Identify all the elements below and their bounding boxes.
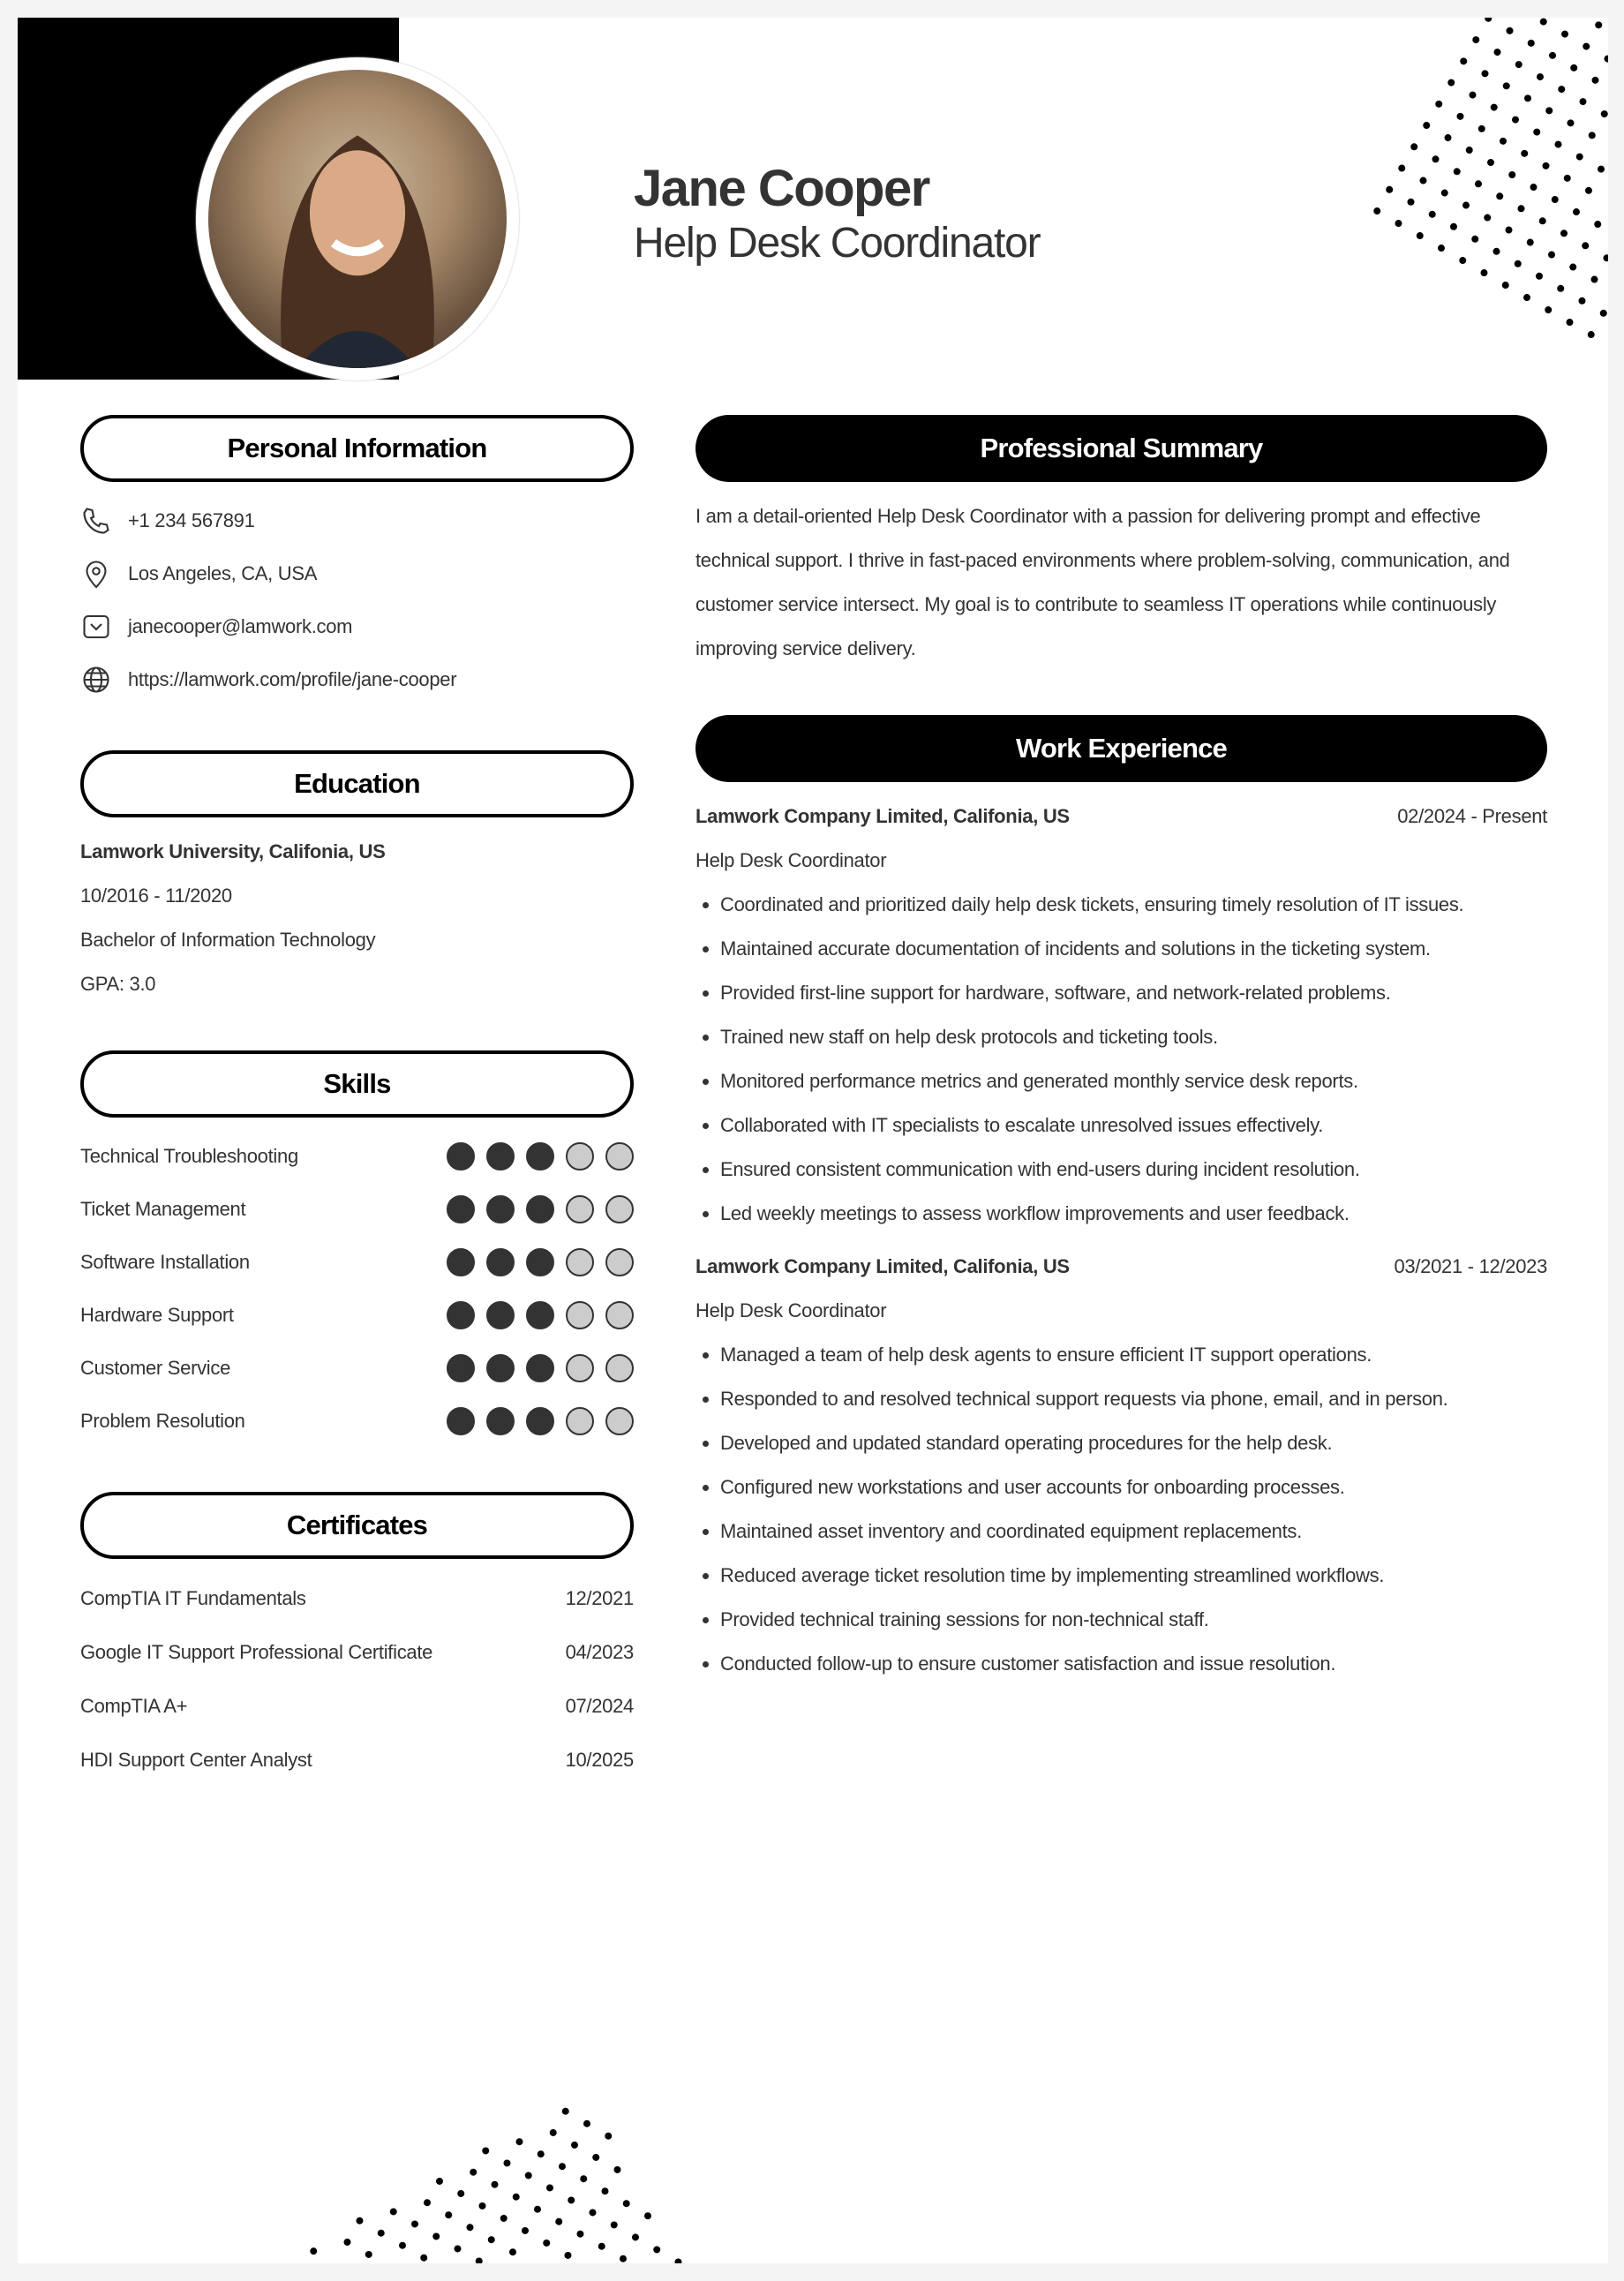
education-school: Lamwork University, Califonia, US [80, 840, 386, 862]
pattern-dot [1591, 77, 1598, 84]
job-dates: 02/2024 - Present [1397, 805, 1547, 827]
pattern-dot [674, 2258, 681, 2263]
pattern-dot [411, 2220, 418, 2227]
pattern-dot [1588, 331, 1595, 338]
contact-email [80, 600, 634, 653]
pattern-dot [1585, 187, 1592, 194]
certificate-row [80, 1679, 634, 1733]
job-bullet: Monitored performance metrics and generated monthly service desk reports. [695, 1059, 1547, 1103]
section-heading-certificates: Certificates [80, 1492, 634, 1559]
section-heading-skills: Skills [80, 1050, 634, 1118]
left-column [80, 415, 634, 1787]
certificate-date: 04/2023 [565, 1640, 634, 1663]
profile-photo-frame [196, 57, 519, 380]
job-bullet: Reduced average ticket resolution time by implementing streamlined workflows. [695, 1554, 1547, 1598]
globe-icon [80, 664, 112, 696]
pattern-dot [1533, 129, 1540, 136]
pattern-dot [1530, 184, 1537, 191]
job-bullet: Coordinated and prioritized daily help desk tickets, ensuring timely resolution of IT issues. [695, 883, 1547, 927]
pattern-dot [1454, 168, 1461, 175]
pattern-dot [1545, 306, 1552, 313]
pattern-dot [1539, 217, 1546, 224]
pattern-dot [466, 2224, 473, 2231]
job-bullet: Configured new workstations and user accounts for onboarding processes. [695, 1465, 1547, 1509]
pattern-dot [550, 2129, 557, 2136]
pattern-dot [589, 2209, 596, 2216]
certificate-name: Google IT Support Professional Certificate [80, 1640, 433, 1663]
resume-page [18, 18, 1608, 2263]
pattern-dot [470, 2169, 477, 2176]
contact-website [80, 653, 634, 706]
profile-photo [208, 70, 507, 368]
rating-dot-empty [566, 1248, 594, 1276]
pattern-dot [1456, 113, 1463, 120]
job-entry [695, 1245, 1547, 1686]
pattern-dot [1373, 207, 1380, 215]
pattern-dot [356, 2217, 363, 2225]
job-role: Help Desk Coordinator [695, 1299, 887, 1321]
rating-dot-filled [447, 1195, 475, 1223]
pattern-dot [1569, 264, 1576, 271]
pattern-dot [653, 2246, 660, 2253]
certificate-date: 07/2024 [565, 1694, 634, 1717]
pattern-dot [1603, 254, 1608, 261]
skill-rating [447, 1407, 634, 1435]
rating-dot-filled [447, 1142, 475, 1171]
job-bullet: Conducted follow-up to ensure customer satisfaction and issue resolution. [695, 1642, 1547, 1686]
pattern-dot [1554, 141, 1561, 148]
rating-dot-filled [447, 1248, 475, 1276]
pattern-dot [601, 2187, 608, 2194]
pattern-dot [1545, 107, 1553, 114]
rating-dot-filled [526, 1407, 554, 1435]
section-heading-summary: Professional Summary [695, 415, 1547, 482]
pattern-dot [310, 2247, 317, 2255]
pattern-dot [1583, 43, 1590, 50]
pattern-dot [1417, 232, 1424, 239]
rating-dot-filled [526, 1248, 554, 1276]
skill-row [80, 1183, 634, 1236]
pattern-dot [1567, 119, 1574, 126]
skill-name: Ticket Management [80, 1198, 246, 1220]
pattern-dot [1444, 134, 1451, 141]
pattern-dot [343, 2239, 350, 2246]
section-heading-personal: Personal Information [80, 415, 634, 482]
pattern-dot [1521, 150, 1528, 157]
pattern-dot [644, 2212, 651, 2219]
pattern-dot [1589, 132, 1596, 139]
pattern-dot [1459, 257, 1466, 264]
pattern-dot [1435, 101, 1442, 108]
pattern-dot [525, 2172, 532, 2179]
pattern-dot [436, 2178, 443, 2185]
pattern-dot [500, 2215, 508, 2222]
pattern-dot [513, 2194, 520, 2201]
summary-text: I am a detail-oriented Help Desk Coordinator with a passion for delivering prompt and effective technical support. I thrive in fast-paced environments where problem-solving, communication, and customer service intersect. My goal is to contribute to seamless IT operations while continuously improving service delivery. [695, 505, 1510, 659]
pattern-dot [1502, 282, 1509, 289]
rating-dot-empty [566, 1407, 594, 1435]
rating-dot-empty [566, 1195, 594, 1223]
rating-dot-filled [447, 1301, 475, 1329]
skill-row [80, 1342, 634, 1395]
pattern-dot [491, 2181, 498, 2188]
pattern-dot [1506, 27, 1513, 34]
rating-dot-filled [526, 1142, 554, 1171]
pattern-dot [1484, 215, 1491, 222]
pattern-dot [1515, 61, 1522, 68]
pattern-dot [1528, 40, 1535, 47]
job-bullet: Collaborated with IT specialists to escalate unresolved issues effectively. [695, 1103, 1547, 1148]
pattern-dot [538, 2150, 545, 2157]
rating-dot-empty [605, 1195, 634, 1223]
contact-list [80, 494, 634, 706]
job-bullet: Maintained asset inventory and coordinated equipment replacements. [695, 1509, 1547, 1554]
pattern-dot [1471, 236, 1478, 243]
pattern-dot [1548, 252, 1555, 259]
pattern-dot [1423, 122, 1430, 129]
pattern-dot [1485, 18, 1492, 22]
job-bullet: Led weekly meetings to assess workflow improvements and user feedback. [695, 1192, 1547, 1236]
pattern-dot [503, 2159, 510, 2166]
pattern-dot [580, 2175, 587, 2182]
rating-dot-filled [526, 1195, 554, 1223]
contact-phone [80, 494, 634, 547]
pattern-dot [1595, 21, 1602, 28]
candidate-title: Help Desk Coordinator [634, 220, 1041, 267]
pattern-dot [482, 2147, 489, 2154]
certificate-row [80, 1733, 634, 1787]
pattern-dot [1517, 205, 1524, 212]
job-header [695, 794, 1547, 839]
pattern-dot [1564, 175, 1571, 182]
skill-name: Customer Service [80, 1357, 231, 1379]
pattern-dot [1542, 162, 1549, 169]
pattern-dot [1475, 180, 1482, 187]
pattern-dot [1438, 245, 1445, 252]
pattern-dot [583, 2120, 590, 2127]
pattern-dot [1598, 166, 1605, 173]
pattern-dot [1462, 202, 1470, 209]
rating-dot-filled [486, 1354, 515, 1382]
job-dates: 03/2021 - 12/2023 [1394, 1255, 1547, 1277]
pattern-dot [1557, 285, 1564, 292]
pattern-dot [1450, 223, 1457, 230]
job-bullet: Provided first-line support for hardware, software, and network-related problems. [695, 971, 1547, 1015]
certificate-row [80, 1571, 634, 1625]
pattern-dot [1466, 147, 1473, 154]
pattern-dot [1576, 154, 1583, 161]
pattern-dot [1407, 199, 1414, 206]
job-header [695, 1245, 1547, 1289]
certificates-list [80, 1571, 634, 1787]
pattern-dot [515, 2138, 523, 2145]
rating-dot-empty [566, 1354, 594, 1382]
pattern-dot [445, 2211, 452, 2218]
pattern-dot [378, 2230, 385, 2237]
pattern-dot [1573, 208, 1580, 215]
pattern-dot [476, 2257, 483, 2263]
pattern-dot [611, 2221, 618, 2228]
education-gpa: GPA: 3.0 [80, 973, 156, 995]
pattern-dot [1566, 319, 1573, 326]
pattern-dot [1527, 239, 1534, 246]
pattern-dot [534, 2206, 541, 2213]
pattern-dot [1505, 227, 1512, 234]
rating-dot-empty [605, 1354, 634, 1382]
pattern-dot [1395, 220, 1402, 227]
education-dates: 10/2016 - 11/2020 [80, 885, 232, 907]
rating-dot-filled [486, 1142, 515, 1171]
rating-dot-filled [486, 1301, 515, 1329]
rating-dot-filled [486, 1195, 515, 1223]
skill-name: Problem Resolution [80, 1410, 245, 1432]
pattern-dot [1481, 70, 1488, 77]
pattern-dot [576, 2231, 583, 2238]
skill-row [80, 1130, 634, 1183]
pattern-dot [1558, 86, 1565, 93]
location-pin-icon [80, 558, 112, 590]
skill-rating [447, 1142, 634, 1171]
pattern-dot [1600, 310, 1607, 317]
pattern-dot [1570, 64, 1577, 72]
pattern-dot [1432, 155, 1439, 162]
phone-icon [80, 505, 112, 537]
pattern-dot [1537, 73, 1544, 80]
pattern-dot [605, 2133, 612, 2140]
location-text: Los Angeles, CA, USA [128, 562, 318, 584]
pattern-dot [1487, 159, 1494, 166]
job-entry [695, 794, 1547, 1236]
pattern-dot [1429, 211, 1436, 218]
pattern-dot [1552, 196, 1559, 203]
rating-dot-filled [526, 1354, 554, 1382]
skill-rating [447, 1354, 634, 1382]
pattern-dot [509, 2248, 516, 2255]
skill-rating [447, 1195, 634, 1223]
rating-dot-empty [566, 1142, 594, 1171]
pattern-dot [365, 2251, 372, 2258]
pattern-dot [632, 2233, 639, 2240]
certificate-name: CompTIA IT Fundamentals [80, 1586, 306, 1609]
pattern-dot [1561, 31, 1568, 38]
skill-rating [447, 1301, 634, 1329]
right-column [695, 415, 1547, 1686]
pattern-dot [432, 2232, 440, 2240]
skill-name: Hardware Support [80, 1304, 234, 1326]
rating-dot-filled [526, 1301, 554, 1329]
pattern-dot [546, 2184, 553, 2191]
pattern-dot [1523, 294, 1530, 301]
rating-dot-filled [486, 1248, 515, 1276]
rating-dot-empty [566, 1301, 594, 1329]
job-bullets [695, 883, 1547, 1236]
rating-dot-filled [447, 1354, 475, 1382]
job-bullet: Developed and updated standard operating procedures for the help desk. [695, 1421, 1547, 1465]
rating-dot-empty [605, 1301, 634, 1329]
pattern-dot [613, 2166, 620, 2173]
pattern-dot [1492, 248, 1500, 255]
certificate-date: 10/2025 [565, 1748, 634, 1771]
pattern-dot [1441, 190, 1448, 197]
job-bullet: Provided technical training sessions for non-technical staff. [695, 1598, 1547, 1642]
pattern-dot [1508, 171, 1515, 178]
pattern-dot [1478, 125, 1485, 132]
job-company: Lamwork Company Limited, Califonia, US [695, 1255, 1070, 1277]
certificate-date: 12/2021 [565, 1586, 634, 1609]
contact-location [80, 547, 634, 600]
job-bullet: Trained new staff on help desk protocols and ticketing tools. [695, 1015, 1547, 1059]
candidate-name: Jane Cooper [634, 160, 929, 217]
pattern-dot [1469, 92, 1476, 99]
pattern-dot [1491, 104, 1498, 111]
pattern-dot [598, 2243, 605, 2250]
pattern-dot [564, 2252, 571, 2259]
email-link[interactable]: janecooper@lamwork.com [128, 615, 353, 637]
skill-row [80, 1236, 634, 1289]
certificate-name: CompTIA A+ [80, 1694, 188, 1717]
section-heading-experience: Work Experience [695, 715, 1547, 782]
skill-name: Technical Troubleshooting [80, 1145, 298, 1167]
job-role: Help Desk Coordinator [695, 849, 887, 871]
skill-rating [447, 1248, 634, 1276]
mail-icon [80, 611, 112, 643]
pattern-dot [1524, 94, 1531, 102]
pattern-dot [620, 2255, 627, 2262]
education-degree: Bachelor of Information Technology [80, 929, 376, 951]
pattern-dot [555, 2218, 562, 2225]
certificate-name: HDI Support Center Analyst [80, 1748, 312, 1771]
pattern-dot [1540, 19, 1547, 26]
pattern-dot [1582, 242, 1589, 249]
pattern-dot [1594, 221, 1601, 228]
pattern-dot [1480, 269, 1487, 276]
phone-text: +1 234 567891 [128, 509, 255, 531]
pattern-dot [1590, 276, 1598, 283]
pattern-dot [1493, 49, 1500, 56]
pattern-dot [1579, 98, 1586, 105]
pattern-dot [1512, 117, 1519, 124]
pattern-dot [399, 2242, 406, 2249]
pattern-dot [1419, 177, 1426, 184]
rating-dot-empty [605, 1248, 634, 1276]
pattern-dot [1386, 186, 1393, 193]
pattern-dot [562, 2108, 569, 2115]
pattern-dot [488, 2236, 495, 2243]
pattern-dot [1601, 110, 1608, 117]
pattern-dot [623, 2200, 630, 2207]
rating-dot-empty [605, 1142, 634, 1171]
pattern-dot [420, 2255, 427, 2262]
website-link[interactable]: https://lamwork.com/profile/jane-cooper [128, 668, 457, 690]
pattern-dot [424, 2199, 431, 2206]
pattern-dot [1515, 260, 1522, 267]
rating-dot-filled [486, 1407, 515, 1435]
pattern-dot [454, 2245, 461, 2252]
pattern-dot [1460, 57, 1467, 64]
pattern-dot [1560, 230, 1568, 237]
pattern-dot [543, 2240, 550, 2247]
pattern-dot [1398, 165, 1405, 172]
pattern-dot [559, 2163, 566, 2170]
pattern-dot [592, 2154, 599, 2161]
pattern-dot [1496, 192, 1503, 199]
pattern-dot [1604, 56, 1608, 63]
skill-row [80, 1289, 634, 1342]
education-entry [80, 830, 634, 1006]
job-company: Lamwork Company Limited, Califonia, US [695, 805, 1070, 827]
pattern-dot [1536, 273, 1543, 280]
pattern-dot [571, 2142, 578, 2149]
pattern-dot [1410, 143, 1417, 150]
pattern-dot [1503, 82, 1510, 89]
certificate-row [80, 1625, 634, 1679]
pattern-dot [478, 2202, 485, 2209]
job-bullet: Maintained accurate documentation of incidents and solutions in the ticketing system. [695, 927, 1547, 971]
pattern-dot [1447, 79, 1455, 87]
skill-row [80, 1395, 634, 1448]
experience-list [695, 794, 1547, 1686]
pattern-dot [457, 2190, 464, 2197]
job-bullet: Responded to and resolved technical support requests via phone, email, and in person. [695, 1377, 1547, 1421]
pattern-dot [1549, 52, 1556, 59]
skill-name: Software Installation [80, 1251, 250, 1273]
pattern-dot [568, 2196, 575, 2203]
pattern-dot [1500, 138, 1507, 145]
pattern-dot [390, 2208, 397, 2215]
rating-dot-empty [605, 1407, 634, 1435]
pattern-dot [1472, 36, 1479, 43]
job-bullets [695, 1333, 1547, 1686]
rating-dot-filled [447, 1407, 475, 1435]
pattern-dot [1578, 297, 1585, 305]
job-bullet: Managed a team of help desk agents to ensure efficient IT support operations. [695, 1333, 1547, 1377]
job-bullet: Ensured consistent communication with end-users during incident resolution. [695, 1148, 1547, 1192]
skills-list [80, 1130, 634, 1448]
pattern-dot [522, 2227, 529, 2234]
section-heading-education: Education [80, 750, 634, 817]
